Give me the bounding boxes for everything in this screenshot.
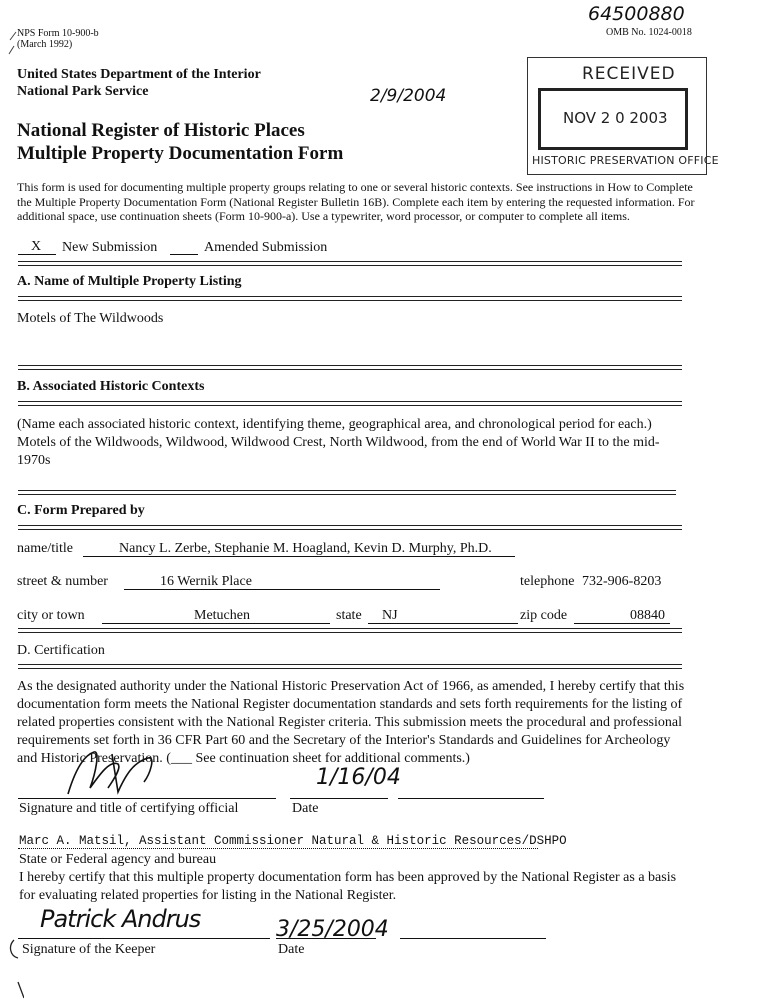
property-listing-name[interactable]: Motels of The Wildwoods (17, 311, 164, 326)
certification-line1: As the designated authority under the National Historic Preservation Act of 1966, as amended, I hereby certify that this (17, 679, 685, 694)
keeper-extra-line[interactable] (400, 922, 546, 939)
divider (18, 296, 682, 301)
section-d-heading: D. Certification (17, 643, 105, 658)
amended-submission-checkbox[interactable] (170, 240, 198, 255)
divider (18, 664, 682, 669)
city-label: city or town (17, 608, 85, 623)
divider (18, 525, 682, 530)
section-b-instructions: (Name each associated historic context, identifying theme, geographical area, and chronological period for each.) (17, 417, 652, 432)
divider (18, 261, 682, 266)
stamp-date: NOV 2 0 2003 (563, 109, 668, 127)
certification-line4: requirements set forth in 36 CFR Part 60 and the Secretary of the Interior's Standards and Guidelines for Archeology (17, 733, 671, 748)
divider (18, 490, 676, 495)
telephone-value[interactable]: 732-906-8203 (582, 574, 662, 589)
service-name: National Park Service (17, 84, 149, 99)
certification-line5: and Historic Preservation. (___ See continuation sheet for additional comments.) (17, 751, 470, 766)
name-title-field[interactable] (83, 540, 515, 557)
signature-title-label: Signature and title of certifying official (19, 801, 239, 816)
telephone-label: telephone (520, 574, 575, 589)
new-submission-mark: X (31, 239, 42, 254)
city-field[interactable] (102, 607, 330, 624)
instructions-line3: additional space, use continuation sheets (Form 10-900-a). Use a typewriter, word processor, or computer to complete all items. (17, 209, 630, 223)
form-number: NPS Form 10-900-b (17, 28, 99, 39)
divider (18, 628, 682, 633)
city-value: Metuchen (194, 608, 250, 623)
new-submission-checkbox[interactable] (18, 240, 56, 255)
certifying-official[interactable]: Marc A. Matsil, Assistant Commissioner Natural & Historic Resources/DSHPO (19, 834, 567, 848)
state-value: NJ (382, 608, 398, 623)
keeper-date-label: Date (278, 942, 305, 957)
state-label: state (336, 608, 362, 623)
omb-number: OMB No. 1024-0018 (606, 27, 692, 38)
instructions-line2: the Multiple Property Documentation Form (National Register Bulletin 16B). Complete each item by entering the requested information. For (17, 194, 695, 209)
zip-value: 08840 (630, 608, 665, 623)
keeper-signature-line[interactable] (18, 922, 270, 939)
certification-date-label: Date (292, 801, 319, 816)
section-a-heading: A. Name of Multiple Property Listing (17, 274, 242, 289)
margin-tick-mark (6, 30, 20, 56)
keeper-signature-handwritten: Patrick Andrus (40, 905, 201, 933)
keeper-date-handwritten: 3/25/2004 (276, 917, 389, 942)
reference-number: 64500880 (588, 3, 685, 25)
stamp-received: RECEIVED (582, 64, 676, 84)
keeper-signature-label: Signature of the Keeper (22, 942, 156, 957)
page-title-line2: Multiple Property Documentation Form (17, 143, 344, 164)
instructions-line1: This form is used for documenting multiple property groups relating to one or several historic contexts. See instructions in How to Complete (17, 180, 693, 194)
certification-date-handwritten: 1/16/04 (316, 765, 401, 790)
stamp-office: HISTORIC PRESERVATION OFFICE (532, 154, 719, 167)
certification-extra-line[interactable] (398, 782, 544, 799)
certification-line2: documentation form meets the National Register documentation standards and sets forth requirements for the listing of (17, 697, 683, 712)
street-number-field[interactable] (124, 573, 440, 590)
historic-context-line2[interactable]: 1970s (17, 453, 51, 468)
divider (18, 401, 682, 406)
name-title-value: Nancy L. Zerbe, Stephanie M. Hoagland, Kevin D. Murphy, Ph.D. (119, 541, 492, 556)
street-number-label: street & number (17, 574, 108, 589)
margin-pen-mark (4, 936, 24, 1000)
department-name: United States Department of the Interior (17, 67, 261, 82)
certifying-signature-line[interactable] (18, 782, 276, 799)
form-date: (March 1992) (17, 39, 73, 50)
certification-line3: related properties consistent with the National Register criteria. This submission meets the procedural and professional (17, 715, 682, 730)
page-title-line1: National Register of Historic Places (17, 120, 305, 141)
stamp-date-box (538, 88, 688, 150)
name-title-label: name/title (17, 541, 73, 556)
historic-context-line1[interactable]: Motels of the Wildwoods, Wildwood, Wildwood Crest, North Wildwood, from the end of World War II to the mid- (17, 435, 660, 450)
handwritten-date: 2/9/2004 (370, 86, 447, 106)
section-b-heading: B. Associated Historic Contexts (17, 379, 205, 394)
state-field[interactable] (368, 607, 518, 624)
approval-line1: I hereby certify that this multiple property documentation form has been approved by the National Register as a basis (19, 870, 677, 885)
zip-field[interactable] (574, 607, 670, 624)
new-submission-label: New Submission (62, 240, 158, 255)
agency-line (18, 836, 538, 849)
keeper-date-line[interactable] (276, 922, 376, 939)
agency-label: State or Federal agency and bureau (19, 852, 217, 867)
street-number-value: 16 Wernik Place (160, 574, 252, 589)
zip-label: zip code (520, 608, 568, 623)
amended-submission-label: Amended Submission (204, 240, 328, 255)
section-c-heading: C. Form Prepared by (17, 503, 145, 518)
certification-date-line[interactable] (290, 782, 388, 799)
divider (18, 365, 682, 370)
received-stamp (527, 57, 719, 175)
approval-line2: for evaluating related properties for listing in the National Register. (19, 888, 397, 903)
